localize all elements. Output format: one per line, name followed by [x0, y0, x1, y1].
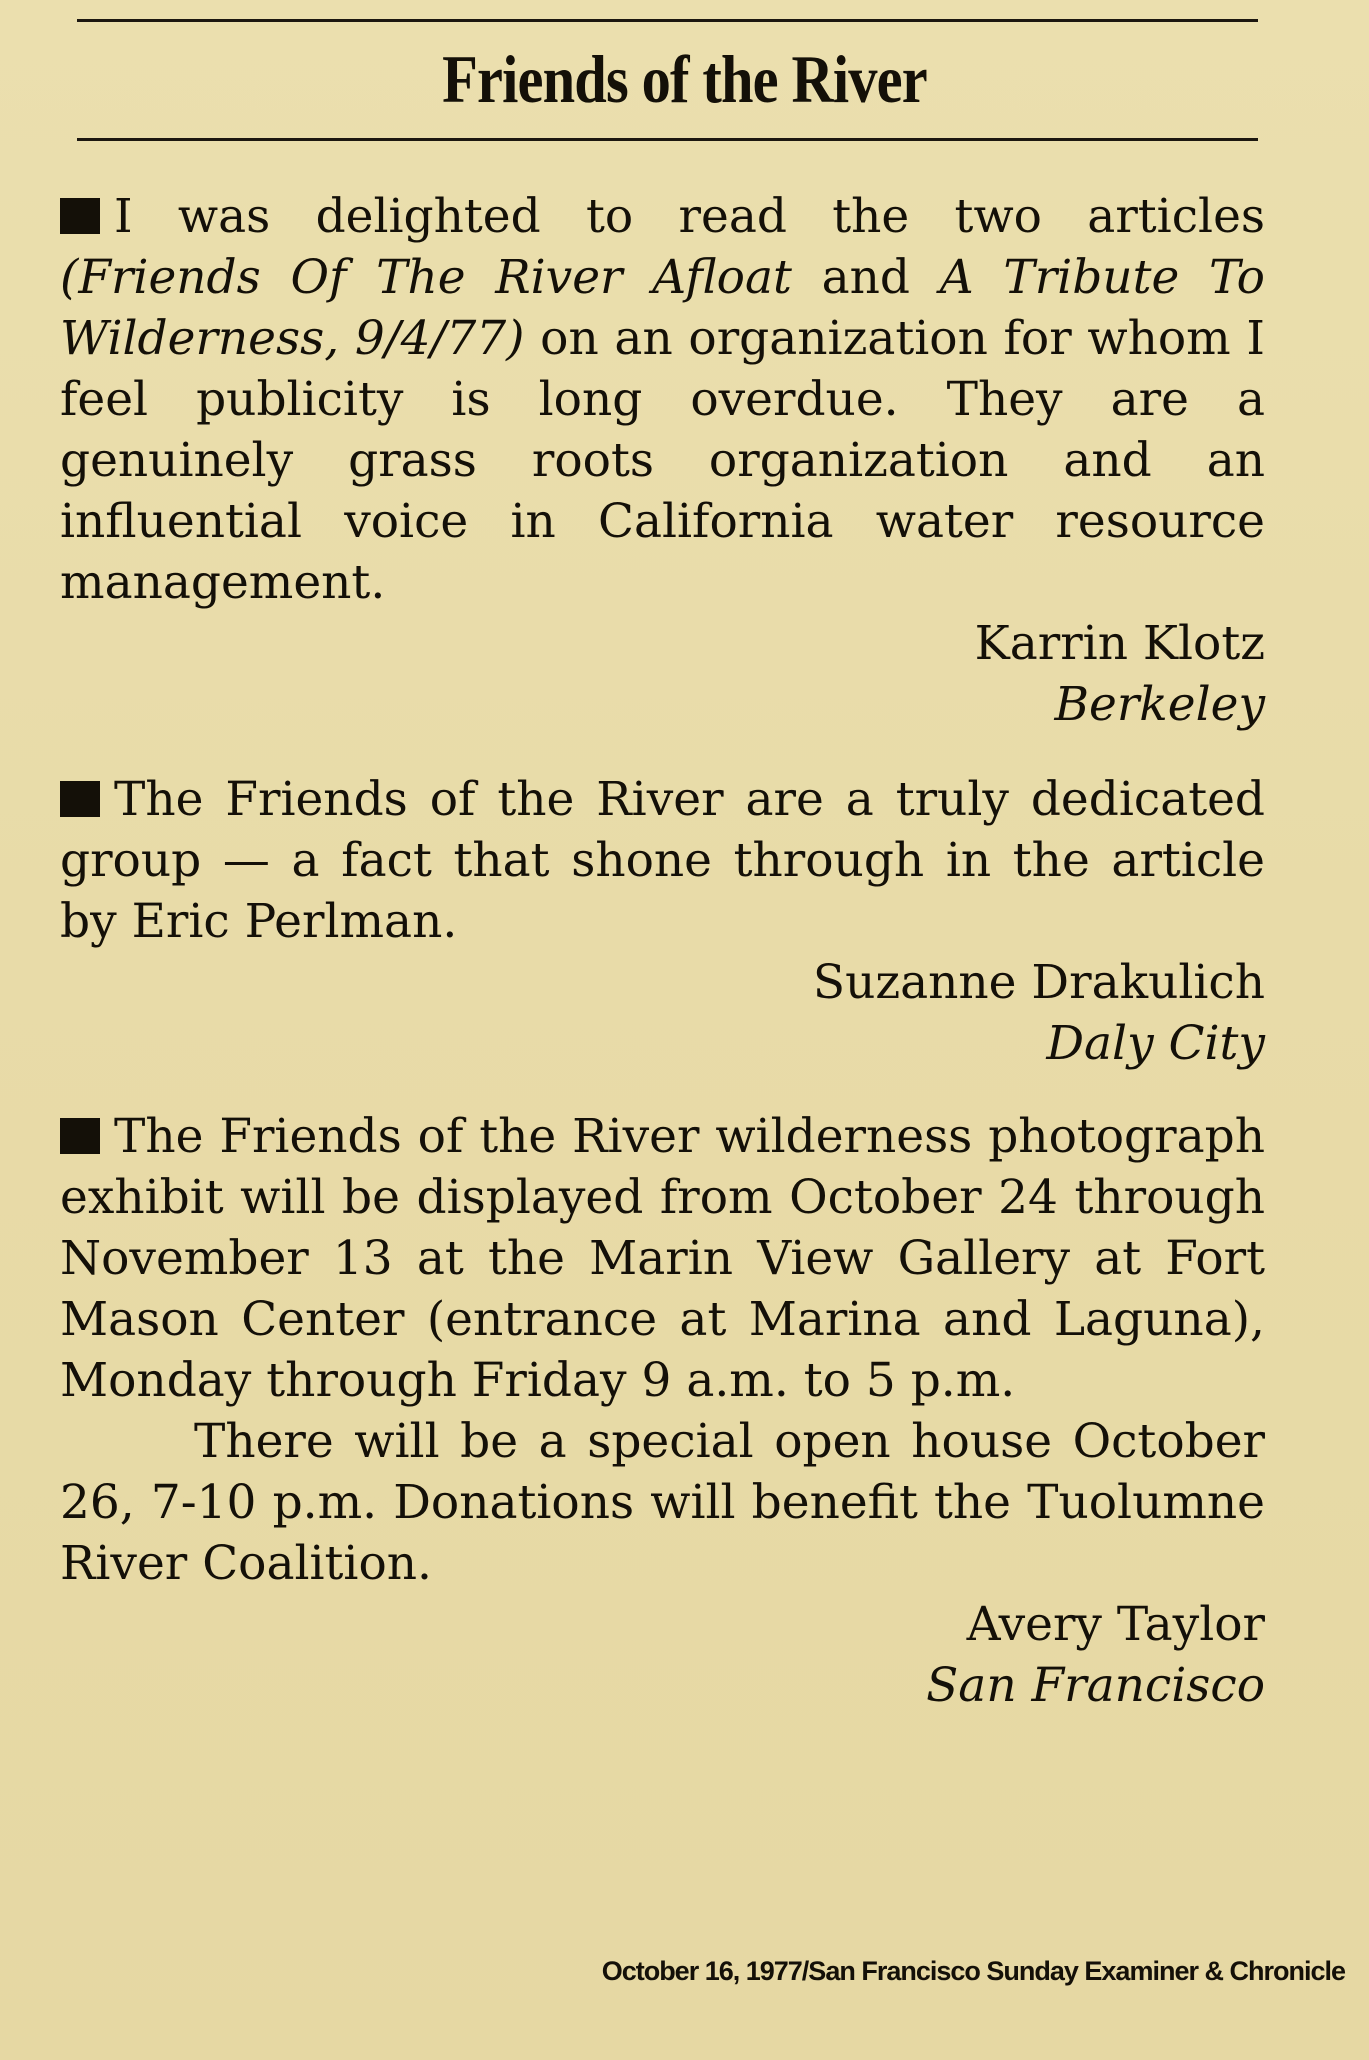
signature-1 [60, 613, 1265, 735]
author-name: Avery Taylor [966, 1597, 1265, 1652]
letter-3 [60, 1106, 1265, 1716]
letter-3-text: The Friends of the River wilderness photograph exhibit will be displayed from October 24 through November 13 at the Marin View Gallery at Fort Mason Center (entrance at Marina and Laguna), Monday through Friday 9 a.m. to 5 p.m. [60, 1109, 1265, 1408]
letter-2-text: The Friends of the River are a truly dedicated group — a fact that shone through in the article by Eric Perlman. [60, 772, 1265, 949]
letter-1-text-b: and [791, 250, 940, 305]
top-rule [77, 19, 1258, 22]
author-city: San Francisco [926, 1658, 1265, 1713]
source-credit: October 16, 1977/San Francisco Sunday Examiner & Chronicle [601, 1956, 1345, 1986]
bullet-icon [60, 781, 100, 817]
headline: Friends of the River [442, 41, 927, 117]
author-name: Suzanne Drakulich [812, 955, 1265, 1010]
author-city: Berkeley [1054, 677, 1265, 732]
bullet-icon [60, 198, 100, 234]
author-name: Karrin Klotz [974, 616, 1265, 671]
author-city: Daly City [1046, 1016, 1265, 1071]
letter-3-body-2: There will be a special open house October 26, 7-10 p.m. Donations will benefit the Tuolumne River Coalition. [60, 1414, 1265, 1591]
letter-3-body [60, 1106, 1265, 1411]
bullet-icon [60, 1118, 100, 1154]
signature-2 [60, 952, 1265, 1074]
signature-3 [60, 1594, 1265, 1716]
letter-1-text-c: on an organization for whom I feel publicity is long overdue. They are a genuinely grass roots organization and an influential voice in California water resource management. [60, 311, 1265, 610]
letter-1-text-a: I was delighted to read the two articles [114, 189, 1265, 244]
letter-2 [60, 769, 1265, 1074]
letter-2-body [60, 769, 1265, 952]
article-title-2: A Tribute To Wilderness, 9/4/77) [60, 250, 1265, 366]
article-title-1: (Friends Of The River Afloat [60, 250, 792, 305]
letter-1 [60, 186, 1265, 735]
letter-1-body [60, 186, 1265, 613]
bottom-rule [77, 138, 1258, 141]
